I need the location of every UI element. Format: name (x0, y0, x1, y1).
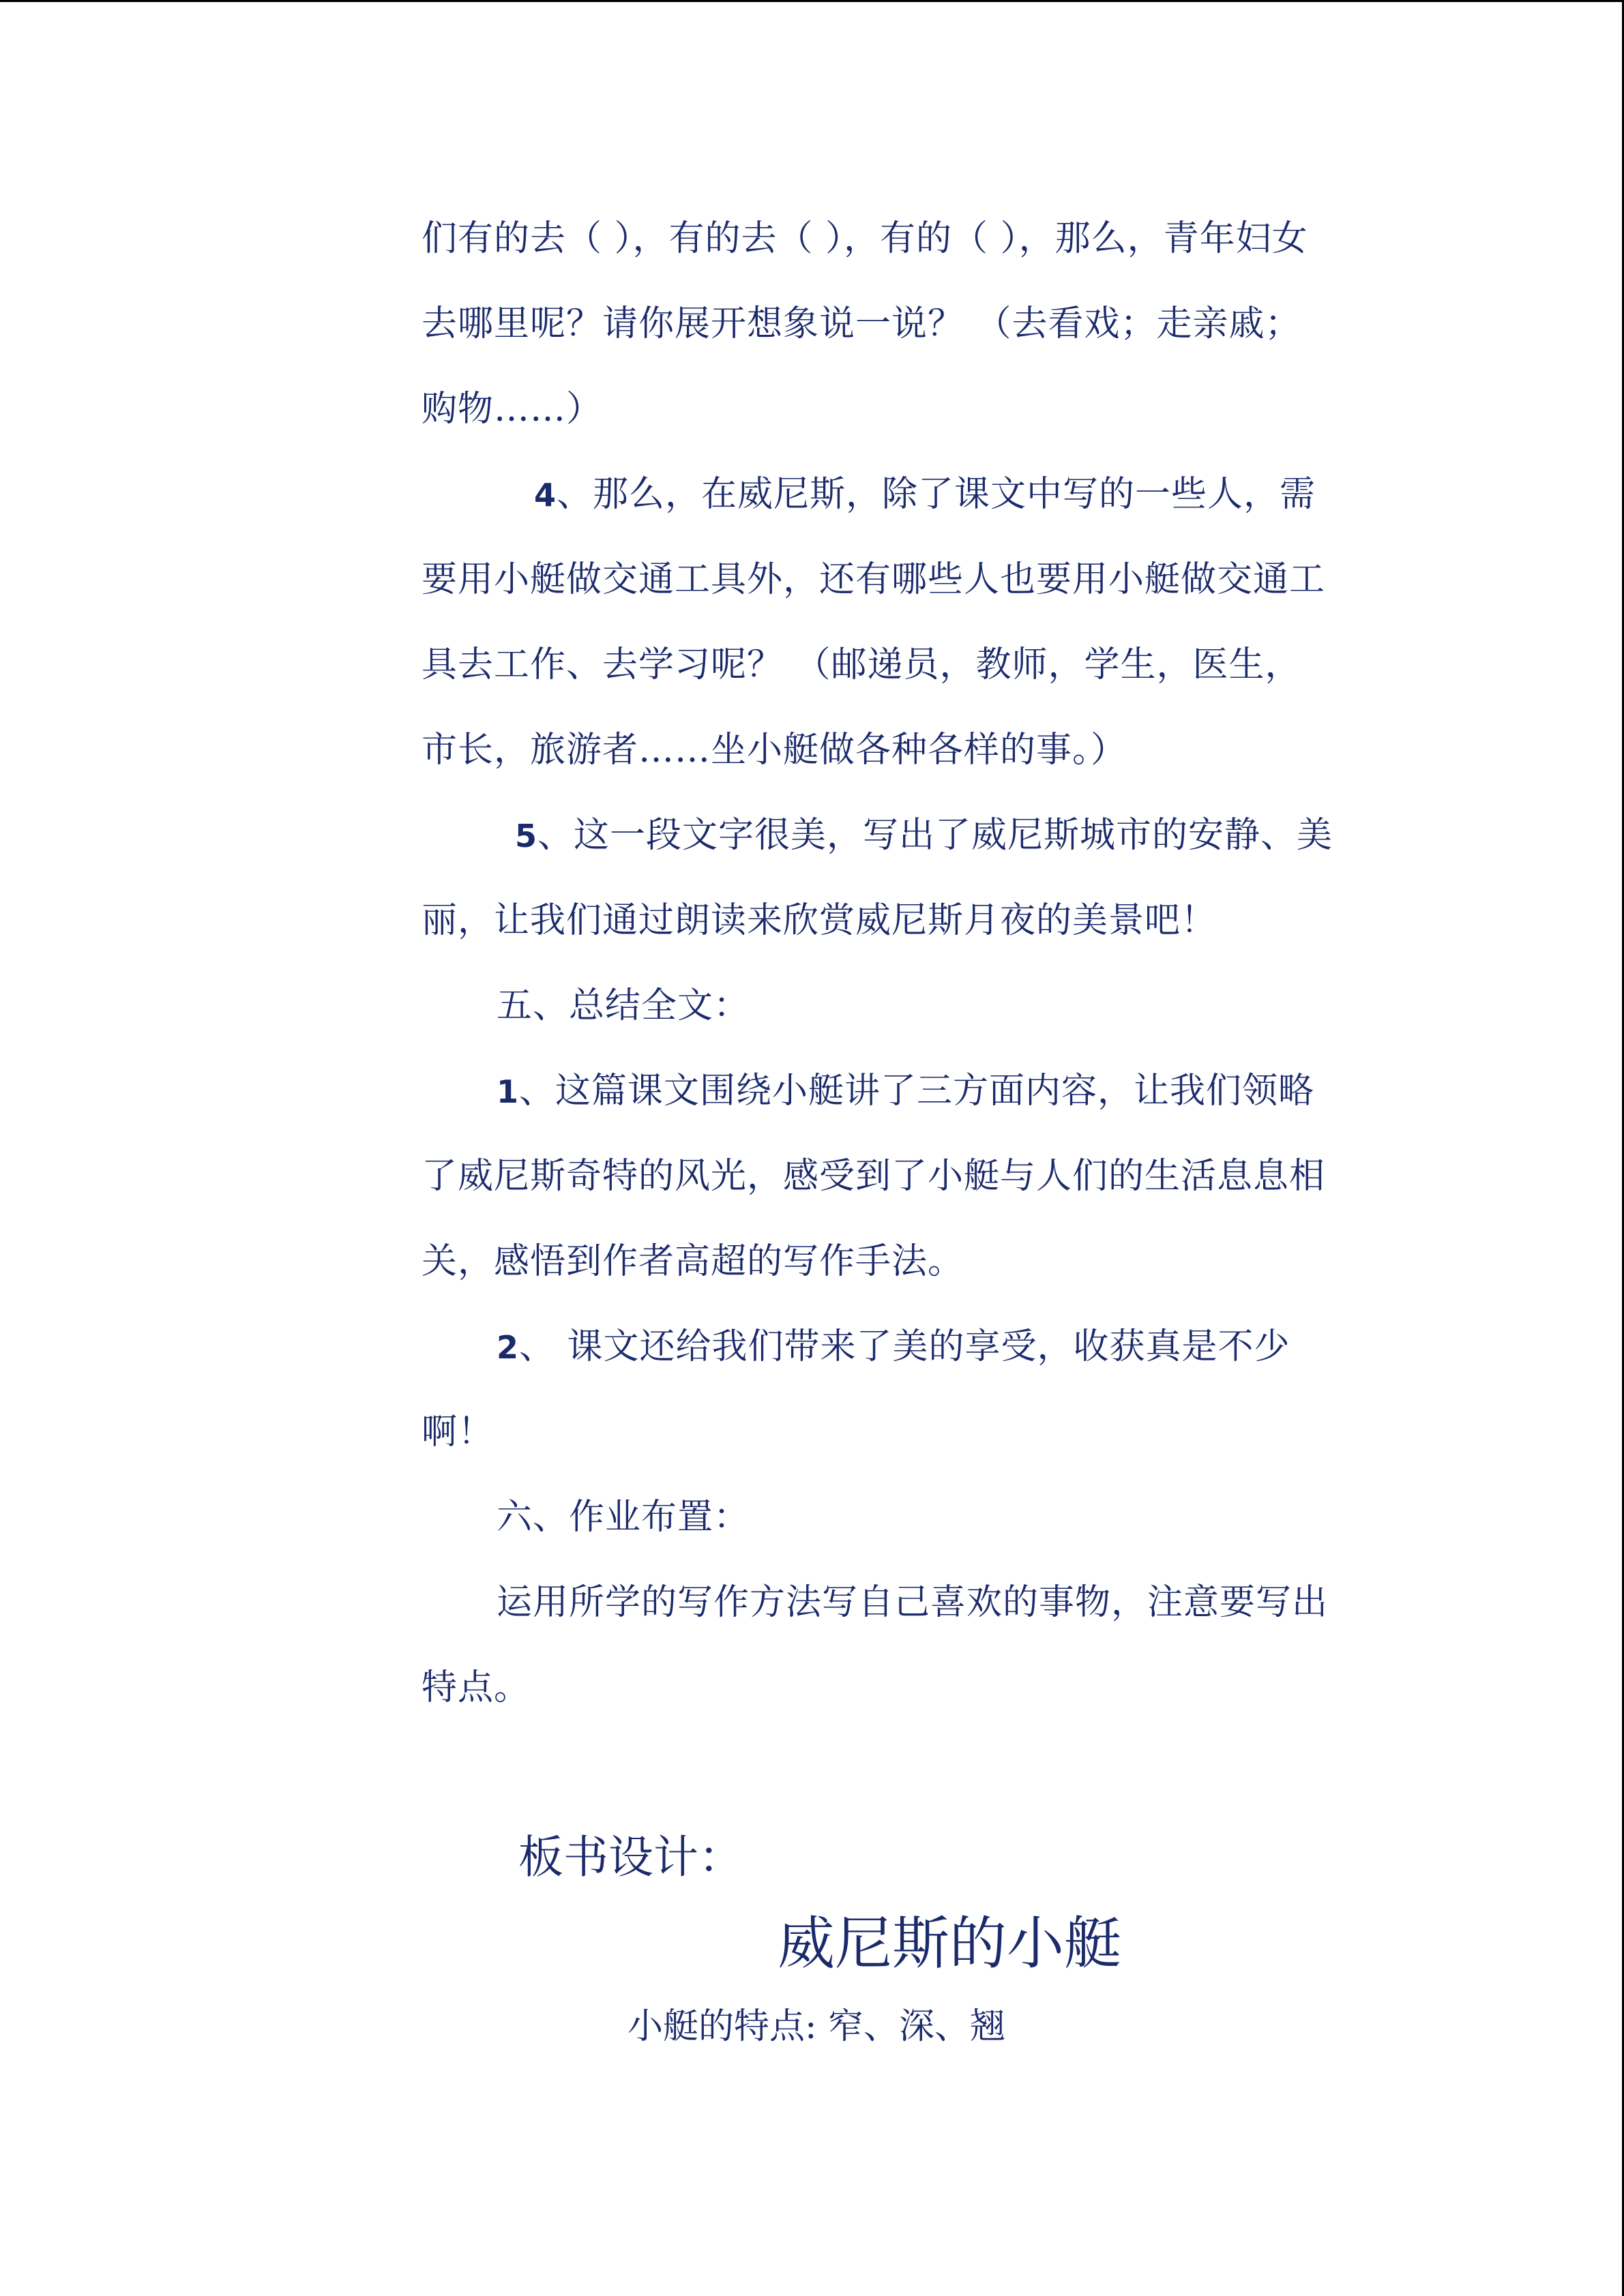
board-design-label: 板书设计： (518, 1831, 743, 1883)
text-line-1: 们有的去（ ），有的去（ ），有的（ ），那么，青年妇女 (422, 218, 1308, 259)
text-line-12: 了威尼斯奇特的风光，感受到了小艇与人们的生活息息相 (422, 1156, 1326, 1197)
text-line-17: 运用所学的写作方法写自己喜欢的事物，注意要写出 (497, 1582, 1329, 1623)
text-line-4: 4、那么，在威尼斯，除了课文中写的一些人，需 (534, 474, 1316, 515)
section-heading-homework: 六、作业布置： (497, 1497, 750, 1538)
board-design-title: 威尼斯的小艇 (778, 1910, 1122, 1977)
text-line-15: 啊！ (422, 1412, 494, 1452)
text-line-18: 特点。 (422, 1667, 531, 1708)
board-design-subtitle: 小艇的特点: 窄、深、翘 (628, 2006, 1006, 2047)
text-line-7: 市长，旅游者……坐小艇做各种各样的事。） (422, 730, 1127, 771)
text-line-9: 丽，让我们通过朗读来欣赏威尼斯月夜的美景吧！ (422, 900, 1217, 941)
text-line-3: 购物……） (422, 389, 603, 430)
text-line-2: 去哪里呢？请你展开想象说一说？ （去看戏；走亲戚； (422, 303, 1301, 344)
text-line-6: 具去工作、去学习呢？ （邮递员，教师，学生，医生， (422, 644, 1301, 685)
text-line-11: 1、这篇课文围绕小艇讲了三方面内容，让我们领略 (497, 1071, 1315, 1112)
text-line-14: 2、 课文还给我们带来了美的享受，收获真是不少 (497, 1326, 1290, 1367)
text-line-8: 5、这一段文字很美，写出了威尼斯城市的安静、美 (515, 815, 1333, 856)
section-heading-summary: 五、总结全文： (497, 985, 750, 1026)
text-line-5: 要用小艇做交通工具外，还有哪些人也要用小艇做交通工 (422, 559, 1326, 600)
text-line-13: 关，感悟到作者高超的写作手法。 (422, 1241, 964, 1282)
